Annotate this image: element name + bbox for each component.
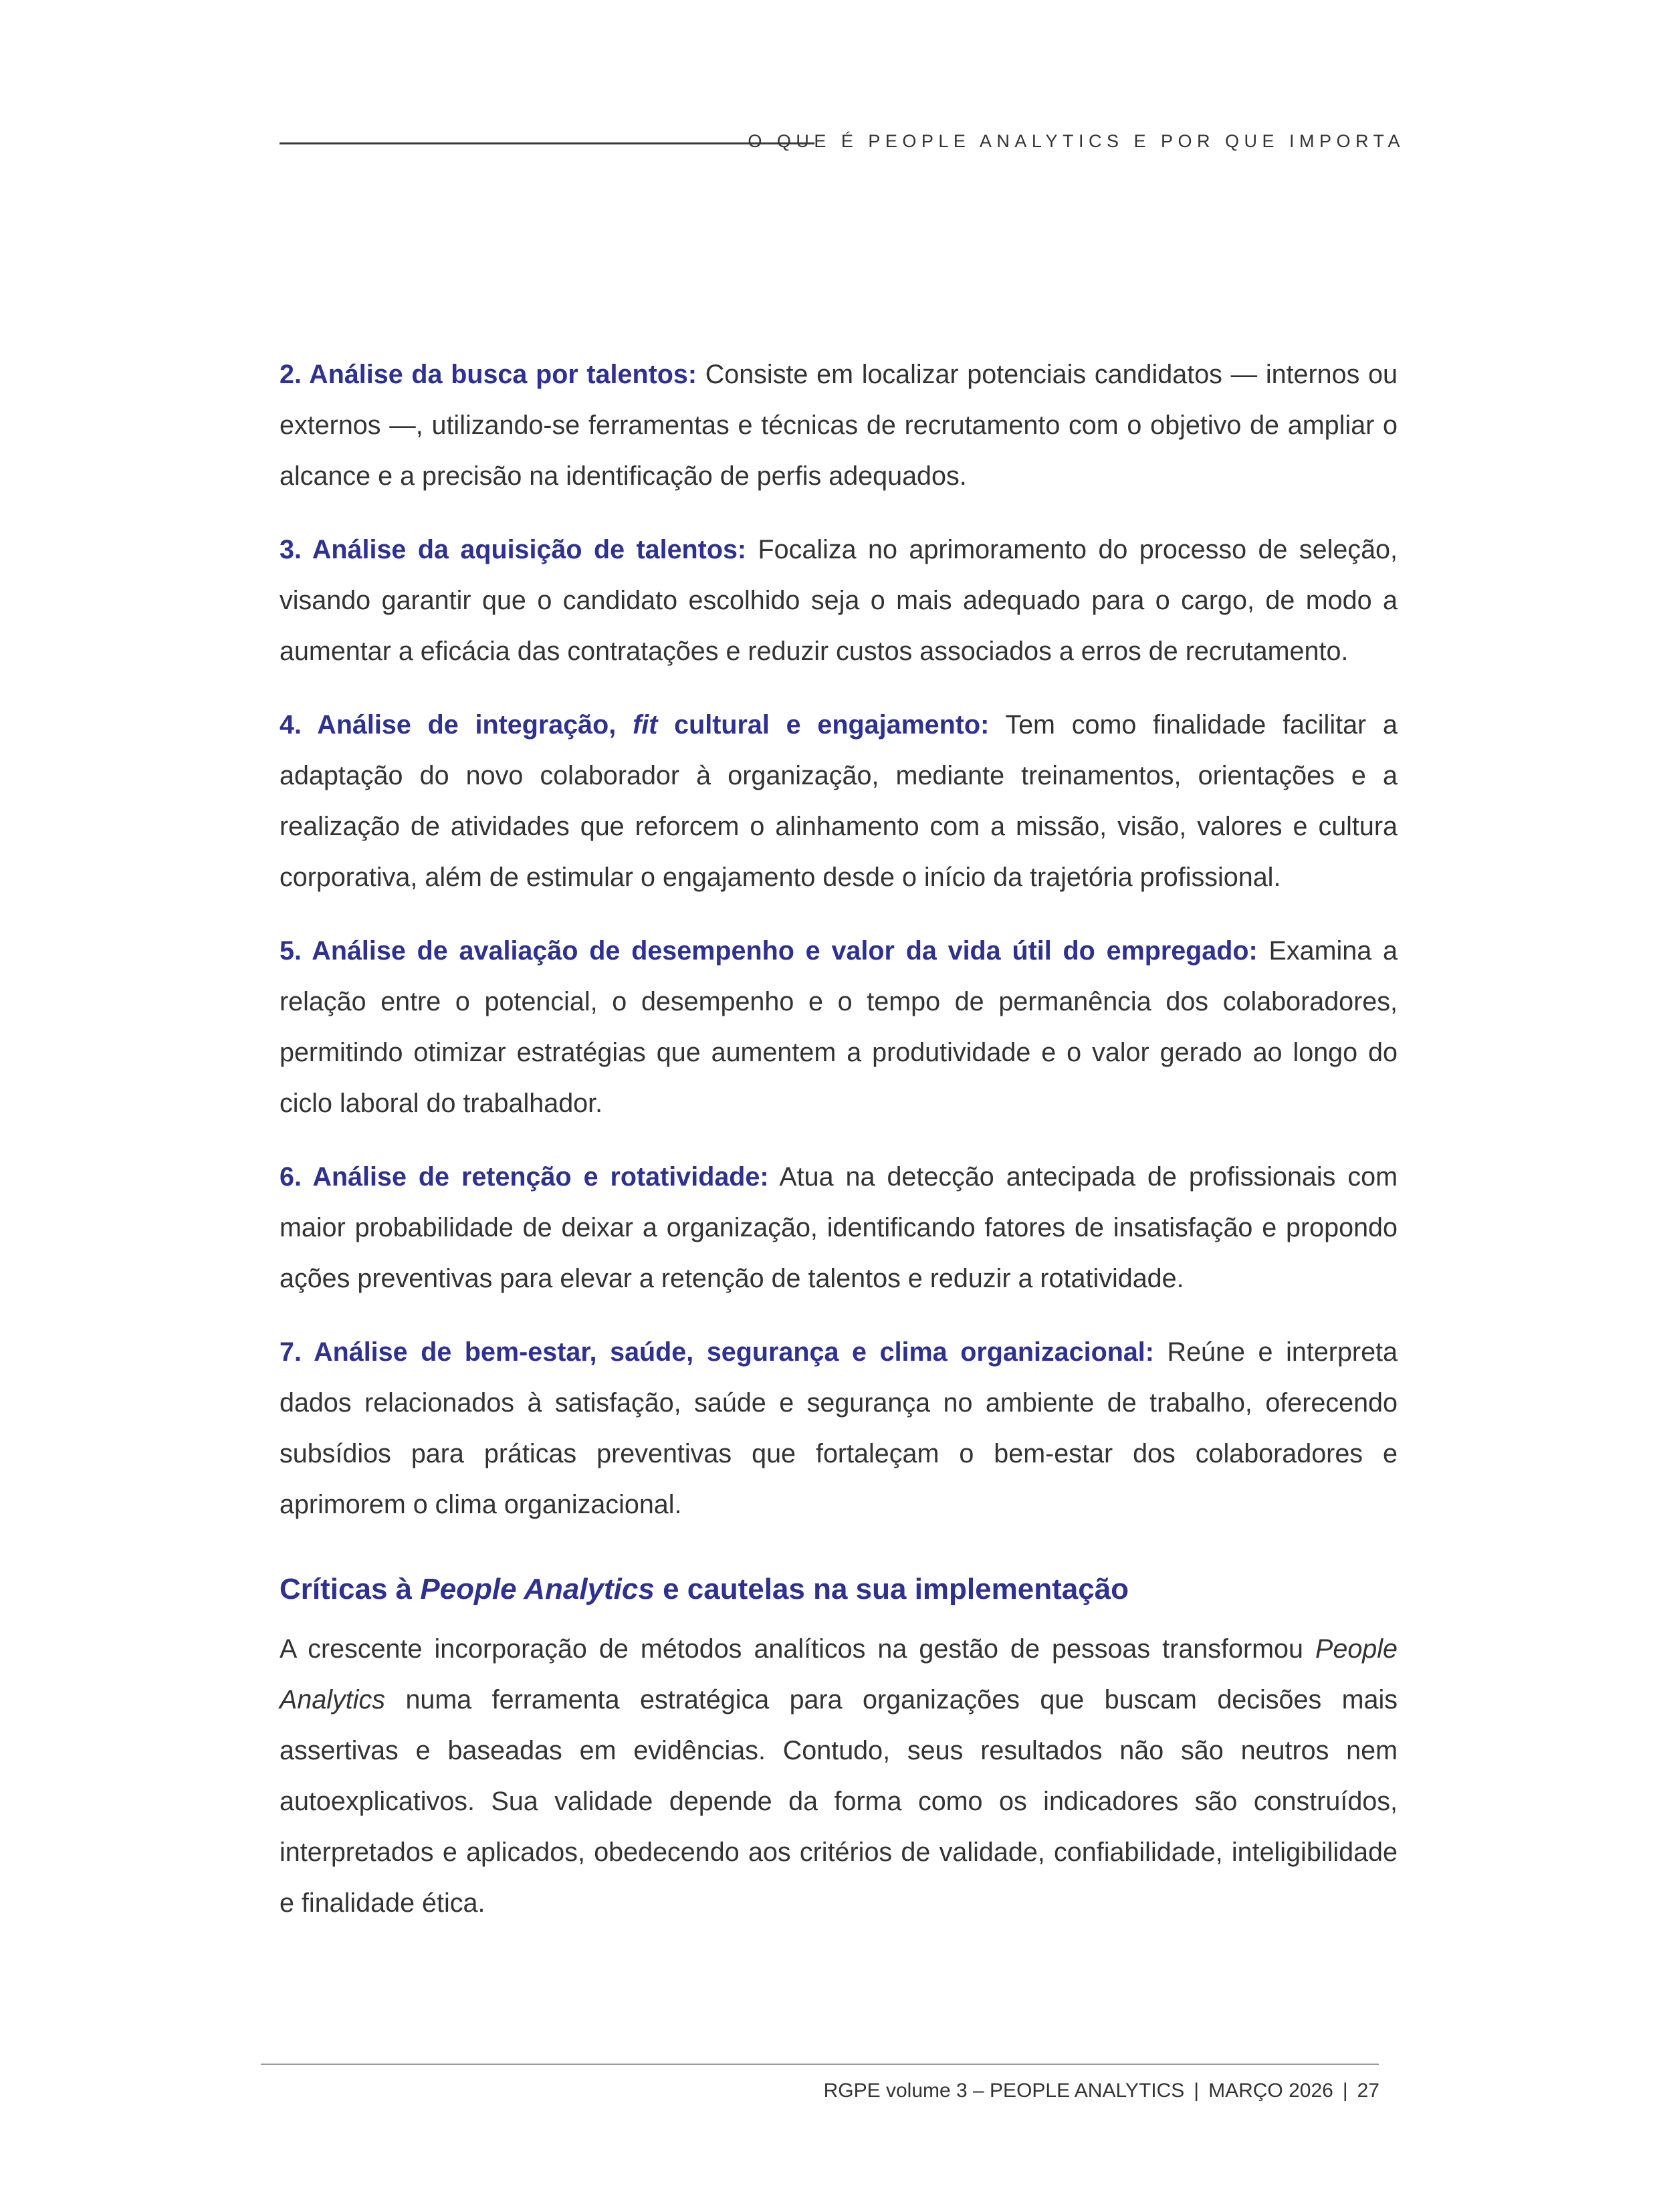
footer-date: MARÇO 2026 xyxy=(1208,2080,1333,2102)
para-part: numa ferramenta estratégica para organizações que buscam decisões mais assertivas e baseadas em evidências. Contudo, seus resultados não são neutros nem autoexplicativos. Sua validade depende da forma como os indicadores são construídos, interpretados e aplicados, obedecendo aos critérios de validade, confiabilidade, inteligibilidade e finalidade ética. xyxy=(280,1685,1398,1918)
heading-italic: People Analytics xyxy=(420,1573,655,1606)
heading-part: e cautelas na sua implementação xyxy=(654,1573,1129,1606)
list-item xyxy=(280,349,1398,502)
section-paragraph xyxy=(280,1624,1398,1928)
item-text: Reúne e interpreta dados relacionados à satisfação, saúde e segurança no ambiente de trabalho, oferecendo subsídios para práticas preventivas que fortaleçam o bem-estar dos colaboradores e aprimorem o clima organizacional. xyxy=(280,1337,1398,1519)
item-lead: 6. Análise de retenção e rotatividade: xyxy=(280,1162,769,1192)
list-item xyxy=(280,524,1398,677)
list-item xyxy=(280,1327,1398,1530)
list-item xyxy=(280,699,1398,903)
item-text: Tem como finalidade facilitar a adaptação do novo colaborador à organização, mediante treinamentos, orientações e a realização de atividades que reforcem o alinhamento com a missão, visão, valores e cultura corporativa, além de estimular o engajamento desde o início da trajetória profissional. xyxy=(280,710,1398,892)
page-number: 27 xyxy=(1357,2080,1379,2102)
header-rule xyxy=(280,142,814,144)
heading-part: Críticas à xyxy=(280,1573,421,1606)
item-lead xyxy=(280,710,989,740)
item-lead: 5. Análise de avaliação de desempenho e valor da vida útil do empregado: xyxy=(280,936,1258,966)
main-content xyxy=(280,349,1398,1928)
item-lead: 3. Análise da aquisição de talentos: xyxy=(280,535,747,564)
para-part: A crescente incorporação de métodos analíticos na gestão de pessoas transformou xyxy=(280,1634,1315,1664)
item-lead: 7. Análise de bem-estar, saúde, segurança e clima organizacional: xyxy=(280,1337,1154,1367)
para-italic: People Analytics xyxy=(280,1634,1398,1715)
item-text: Focaliza no aprimoramento do processo de seleção, visando garantir que o candidato escolhido seja o mais adequado para o cargo, de modo a aumentar a eficácia das contratações e reduzir custos associados a erros de recrutamento. xyxy=(280,535,1398,666)
section-heading xyxy=(280,1566,1398,1613)
footer-publication: RGPE volume 3 – PEOPLE ANALYTICS xyxy=(823,2080,1185,2102)
item-lead-italic: fit xyxy=(633,710,658,740)
item-text: Consiste em localizar potenciais candidatos — internos ou externos —, utilizando-se ferramentas e técnicas de recrutamento com o objetivo de ampliar o alcance e a precisão na identificação de perfis adequados. xyxy=(280,360,1398,491)
item-text: Examina a relação entre o potencial, o desempenho e o tempo de permanência dos colaboradores, permitindo otimizar estratégias que aumentem a produtividade e o valor gerado ao longo do ciclo laboral do trabalhador. xyxy=(280,936,1398,1118)
list-item xyxy=(280,1151,1398,1304)
item-lead-part: 4. Análise de integração, xyxy=(280,710,633,740)
footer-rule xyxy=(261,2064,1379,2065)
footer-separator: | xyxy=(1194,2080,1200,2102)
item-lead-part: cultural e engajamento: xyxy=(657,710,990,740)
item-lead: 2. Análise da busca por talentos: xyxy=(280,360,697,389)
page-footer xyxy=(824,2080,1379,2102)
footer-separator: | xyxy=(1342,2080,1348,2102)
list-item xyxy=(280,925,1398,1129)
item-text: Atua na detecção antecipada de profissionais com maior probabilidade de deixar a organização, identificando fatores de insatisfação e propondo ações preventivas para elevar a retenção de talentos e reduzir a rotatividade. xyxy=(280,1162,1398,1293)
running-header: O QUE É PEOPLE ANALYTICS E POR QUE IMPORTA xyxy=(748,131,1405,151)
